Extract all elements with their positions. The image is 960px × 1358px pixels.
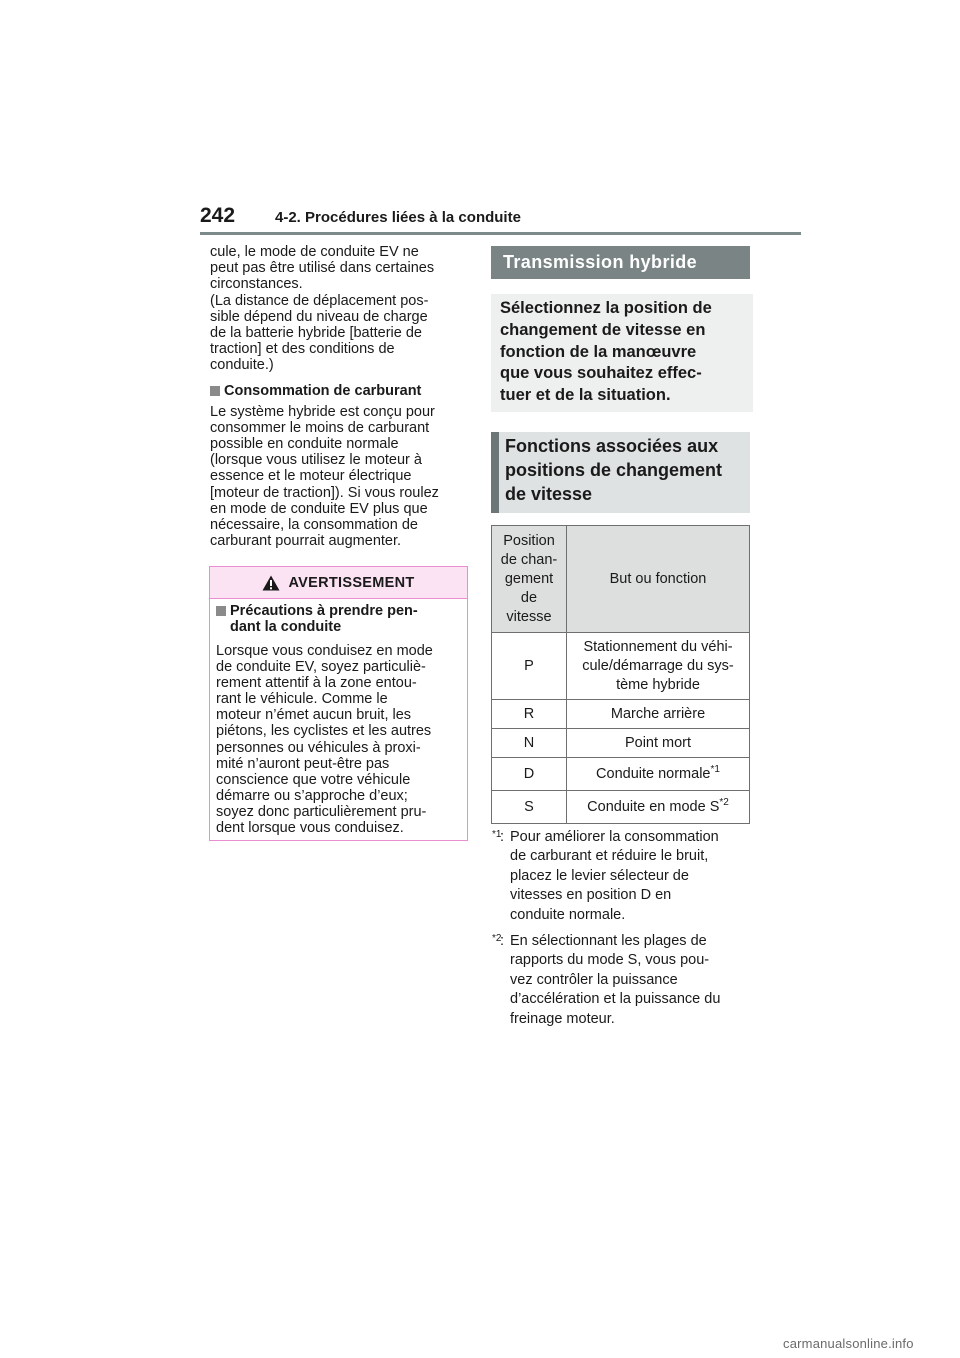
footnote-text: Pour améliorer la consommation de carburant et réduire le bruit, placez le levier sélecteur de vitesses en position D en conduite normale. [510,829,719,923]
page-number: 242 [200,204,236,227]
cell-function [567,700,750,729]
cell-function [567,729,750,758]
cell-function-text: Conduite en mode S [587,798,720,815]
cell-function [567,758,750,791]
gear-table [491,525,750,824]
table-row [492,729,750,758]
table-row [492,758,750,791]
section-banner: Transmission hybride [491,246,750,279]
warning-triangle-icon [262,575,280,591]
section-title: 4-2. Procédures liées à la conduite [275,209,521,226]
intro-paragraph: cule, le mode de conduite EV ne peut pas être utilisé dans certaines circonstances. (La distance de déplacement pos- sible dépend du niveau de charge de la batterie hybride [batterie de traction] et des conditions de conduite.) [210,244,435,374]
fuel-heading-text: Consommation de carburant [224,382,422,399]
footnote [492,932,754,1029]
table-header-row [492,526,750,633]
warning-title: AVERTISSEMENT [288,574,415,591]
page-header [0,0,960,240]
warning-box [209,566,468,841]
warning-body [210,599,467,836]
footnote [492,828,754,925]
table-row [492,633,750,700]
cell-function [567,633,750,700]
cell-function [567,791,750,824]
subsection-heading: Fonctions associées aux positions de changement de vitesse [491,432,750,513]
column-header-function: But ou fonction [567,526,750,633]
cell-function-text: Conduite normale [596,765,711,782]
table-row [492,791,750,824]
column-header-position: Position de chan- gement de vitesse [492,526,567,633]
footnote-ref: *2 [719,796,729,808]
cell-position: R [492,700,567,729]
cell-position: P [492,633,567,700]
warning-subheading [216,603,461,635]
cell-position: S [492,791,567,824]
square-bullet-icon [210,386,220,396]
footnote-mark: *1 : [492,829,505,845]
warning-text: Lorsque vous conduisez en mode de conduite EV, soyez particuliè- rement attentif à la zone entou- rant le véhicule. Comme le moteur n’émet aucun bruit, les piétons, les cyclistes et les autres personnes ou véhicules à proxi- mité n’auront peut-être pas conscience que votre véhicule démarre ou s’approche d’eux; soyez donc particulièrement pru- dent lorsque vous conduisez. [216,643,433,837]
fuel-paragraph: Le système hybride est conçu pour consommer le moins de carburant possible en conduite normale (lorsque vous utilisez le moteur à essence et le moteur électrique [moteur de traction]). Si vous roulez en mode de conduite EV plus que nécessaire, la consommation de carburant pourrait augmenter. [210,403,439,550]
cell-position: D [492,758,567,791]
cell-position: N [492,729,567,758]
footnote-text: En sélectionnant les plages de rapports du mode S, vous pou- vez contrôler la puissance d’accélération et la puissance du freinage moteur. [510,933,721,1027]
footnote-ref: *1 [710,763,720,775]
warning-header [210,567,467,599]
footnote-mark-number: *2 [492,933,502,945]
table-row [492,700,750,729]
cell-function-text: Stationnement du véhi- cule/démarrage du sys- tème hybride [582,638,734,693]
square-bullet-icon [216,606,226,616]
watermark-link[interactable]: carmanualsonline.info [783,1336,914,1351]
footnote-mark-number: *1 [492,829,502,840]
cell-function-text: Point mort [624,734,692,751]
warning-subheading-text: Précautions à prendre pen- dant la conduite [230,603,418,635]
footnote-mark: *2 : [492,933,505,950]
left-column [210,244,470,549]
footnotes [492,828,754,1036]
fuel-heading [210,383,470,399]
header-rule [200,232,801,235]
intro-box: Sélectionnez la position de changement de vitesse en fonction de la manœuvre que vous souhaitez effec- tuer et de la situation. [491,294,753,412]
cell-function-text: Marche arrière [610,705,706,722]
